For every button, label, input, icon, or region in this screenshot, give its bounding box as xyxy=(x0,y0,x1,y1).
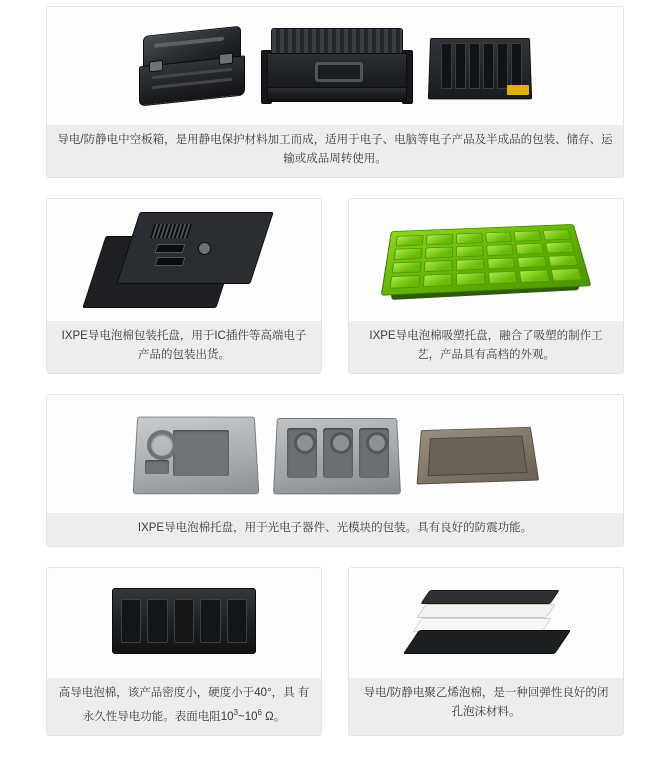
product-image-group xyxy=(47,395,623,513)
caption-line-1: 高导电泡棉，该产品密度小，硬度小于40°，具 xyxy=(58,687,295,699)
product-card-blister-tray[interactable] xyxy=(348,198,624,374)
gallery-row-3 xyxy=(46,394,624,547)
caption-line-2b: ~10 xyxy=(237,710,258,723)
product-card-optical-module-tray[interactable] xyxy=(46,394,624,547)
product-caption: 导电/防静电中空板箱，是用静电保护材料加工而成，适用于电子、电脑等电子产品及半成品的包装、储存、运输或成品周转使用。 xyxy=(47,125,623,177)
gallery-row-4 xyxy=(46,567,624,736)
black-rugged-case-image xyxy=(135,21,247,111)
product-image-group xyxy=(349,568,623,678)
black-foam-tray-image xyxy=(94,210,274,310)
gallery-row-1 xyxy=(46,6,624,178)
product-card-pe-foam[interactable] xyxy=(348,567,624,736)
product-image-group xyxy=(47,7,623,125)
grey-foam-tray-triple-image xyxy=(273,408,401,500)
pe-foam-sheets-image xyxy=(401,580,571,666)
caption-line-2a: 有永久性导电功能。表面电阻10 xyxy=(82,687,310,723)
green-blister-tray-image xyxy=(381,212,591,308)
caption-sup-2: 6 xyxy=(257,708,262,717)
product-caption xyxy=(47,678,321,735)
product-image-group xyxy=(349,199,623,321)
black-divider-crate-image xyxy=(425,29,535,103)
product-card-foam-packing-tray[interactable] xyxy=(46,198,322,374)
product-caption: IXPE导电泡棉托盘，用于光电子器件、光模块的包装。具有良好的防震功能。 xyxy=(47,513,623,546)
paper-pulp-tray-image xyxy=(415,410,537,498)
conductive-foam-panel-image xyxy=(110,584,258,662)
caption-sup-1: 3 xyxy=(233,708,238,717)
product-image-group xyxy=(47,568,321,678)
grey-foam-tray-single-image xyxy=(133,408,259,500)
product-caption: IXPE导电泡棉包装托盘，用于IC插件等高端电子产品的包装出货。 xyxy=(47,321,321,373)
product-card-hollow-board-case[interactable] xyxy=(46,6,624,178)
gallery-row-2 xyxy=(46,198,624,374)
caption-line-2c: Ω。 xyxy=(261,710,286,723)
product-card-conductive-foam[interactable] xyxy=(46,567,322,736)
product-image-group xyxy=(47,199,321,321)
product-caption: 导电/防静电聚乙烯泡棉，是一种回弹性良好的闭孔泡沫材料。 xyxy=(349,678,623,735)
product-caption: IXPE导电泡棉吸塑托盘，融合了吸塑的制作工艺，产品具有高档的外观。 xyxy=(349,321,623,373)
grey-vented-case-image xyxy=(261,26,411,106)
